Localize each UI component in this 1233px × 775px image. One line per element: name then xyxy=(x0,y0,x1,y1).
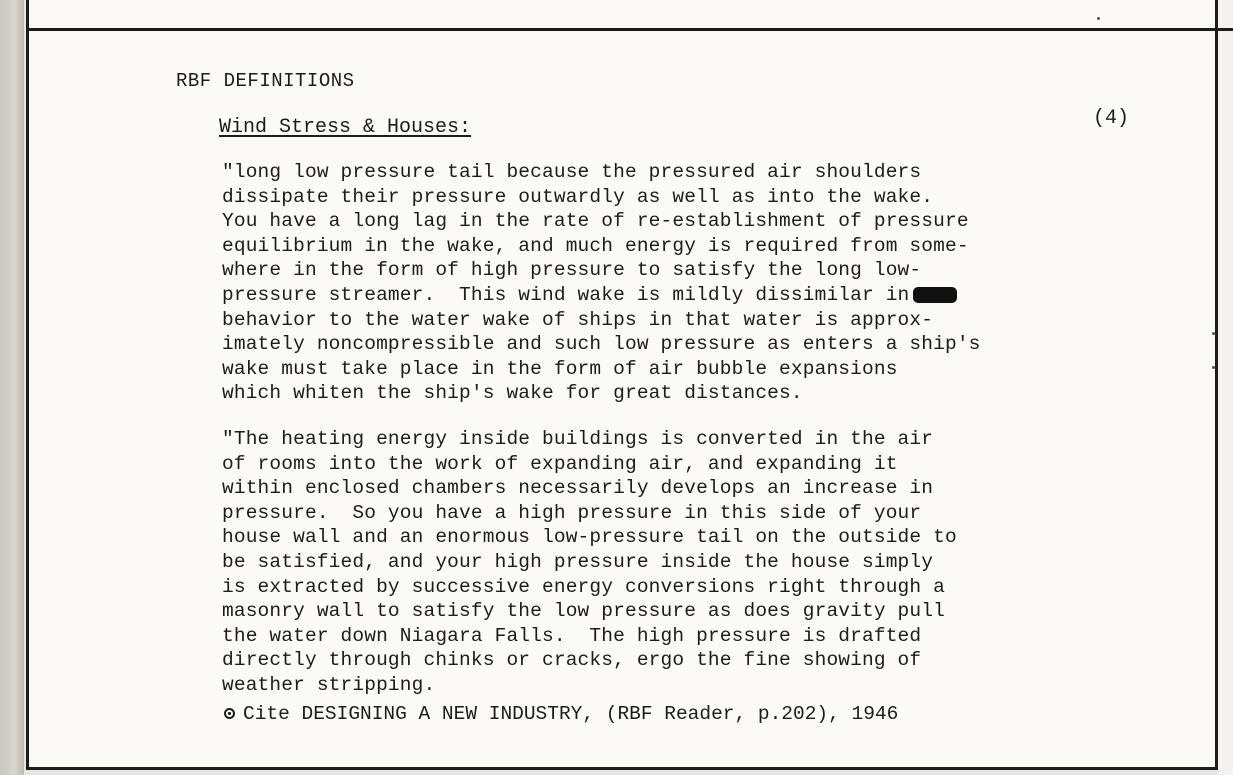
speck xyxy=(1212,366,1215,369)
ink-blot-redaction xyxy=(913,287,957,303)
text-line: wake must take place in the form of air bubble expansions xyxy=(222,357,898,380)
quote-paragraph-2 xyxy=(222,427,957,698)
text-line: imately noncompressible and such low pressure as enters a ship's xyxy=(222,333,981,356)
text-line: weather stripping. xyxy=(222,673,436,696)
text-line: "The heating energy inside buildings is converted in the air xyxy=(222,428,934,450)
text-line: where in the form of high pressure to satisfy the long low- xyxy=(222,259,922,282)
text-line: is extracted by successive energy conversions right through a xyxy=(222,575,945,598)
text-line: of rooms into the work of expanding air, and expanding it xyxy=(222,452,898,475)
text-line: pressure streamer. This wind wake is mildly dissimilar in xyxy=(222,283,910,306)
text-line: be satisfied, and your high pressure inside the house simply xyxy=(222,550,934,573)
text-line: equilibrium in the wake, and much energy is required from some- xyxy=(222,234,969,257)
text-line: You have a long lag in the rate of re-establishment of pressure xyxy=(222,210,969,233)
bullet-icon xyxy=(224,708,235,719)
card-header: RBF DEFINITIONS xyxy=(176,70,355,92)
quote-paragraph-1 xyxy=(222,160,981,406)
card-top-rule xyxy=(26,28,1233,31)
scan-right-margin xyxy=(1218,0,1233,775)
speck xyxy=(1097,17,1100,20)
text-line: behavior to the water wake of ships in that water is approx- xyxy=(222,308,934,331)
text-line: which whiten the ship's wake for great distances. xyxy=(222,382,803,405)
text-line: within enclosed chambers necessarily develops an increase in xyxy=(222,477,934,500)
text-line: house wall and an enormous low-pressure tail on the outside to xyxy=(222,526,957,549)
speck xyxy=(1212,332,1215,335)
text-line: the water down Niagara Falls. The high pressure is drafted xyxy=(222,624,922,647)
text-line: directly through chinks or cracks, ergo the fine showing of xyxy=(222,649,922,672)
text-line: masonry wall to satisfy the low pressure as does gravity pull xyxy=(222,600,945,623)
scan-left-margin xyxy=(0,0,24,775)
citation xyxy=(224,703,898,725)
citation-text: Cite DESIGNING A NEW INDUSTRY, (RBF Reader, p.202), 1946 xyxy=(243,703,899,725)
page-number: (4) xyxy=(1093,107,1130,130)
text-line: pressure. So you have a high pressure in this side of your xyxy=(222,501,922,524)
text-line: "long low pressure tail because the pressured air shoulders xyxy=(222,161,922,183)
text-line: dissipate their pressure outwardly as well as into the wake. xyxy=(222,185,934,208)
section-title: Wind Stress & Houses: xyxy=(219,116,472,139)
